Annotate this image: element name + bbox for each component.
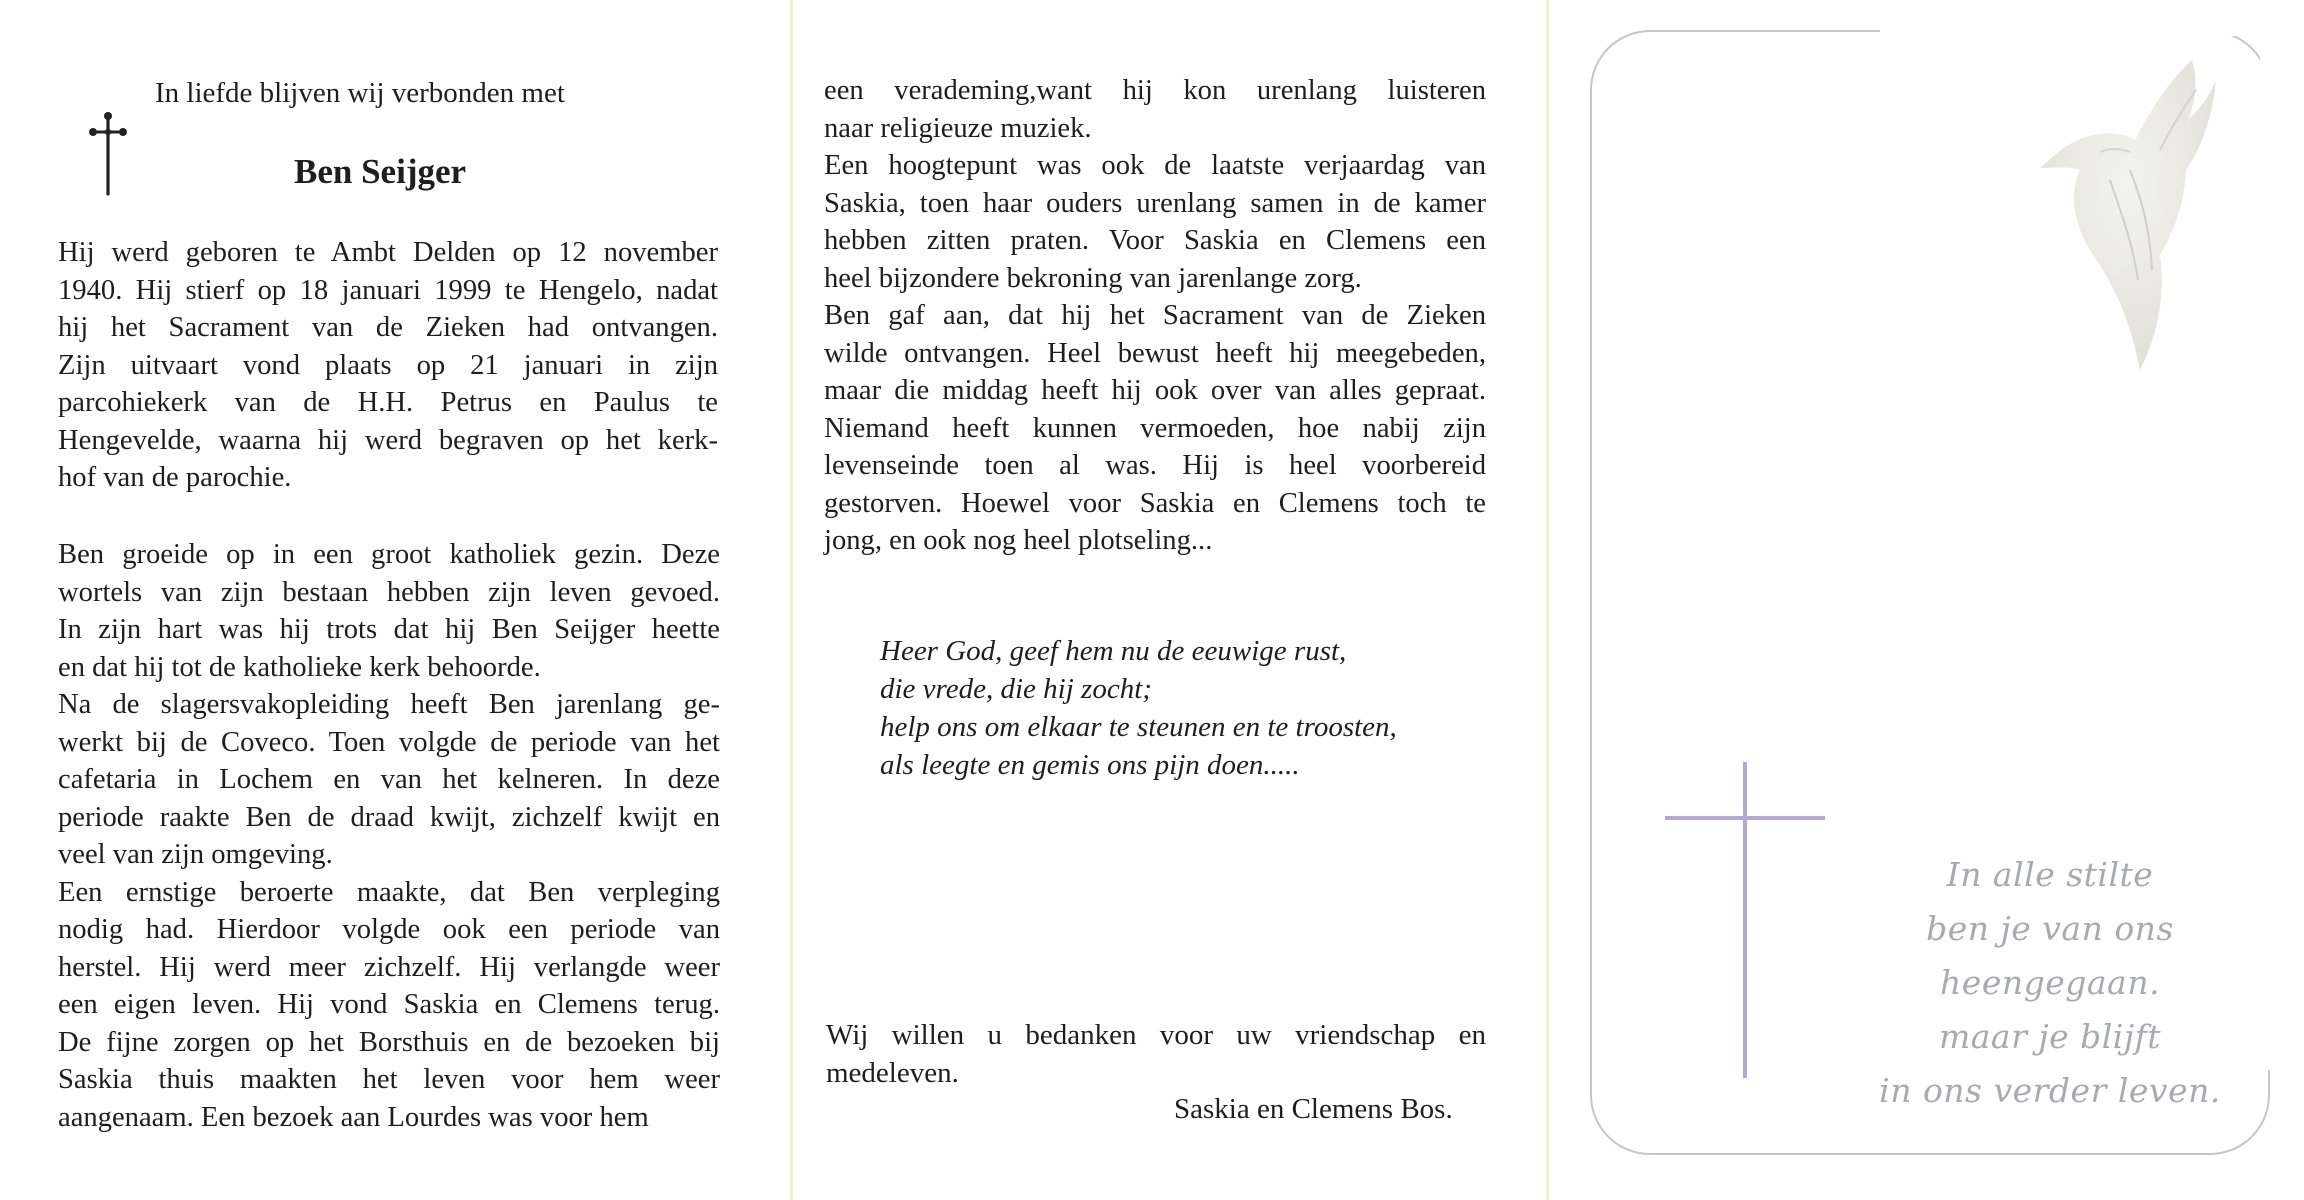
text-line: Ben groeide op in een groot katholiek gezin. Deze: [58, 539, 720, 570]
text-line: In zijn hart was hij trots dat hij Ben Seijger heette: [58, 614, 720, 645]
text-line: Saskia, toen haar ouders urenlang samen in de kamer: [824, 187, 1486, 219]
text-line: heel bijzondere bekroning van jarenlange zorg.: [824, 262, 1362, 294]
text-line: veel van zijn omgeving.: [58, 839, 333, 870]
text-line: een eigen leven. Hij vond Saskia en Clemens terug.: [58, 989, 720, 1020]
biography-paragraph-3: [824, 72, 1486, 560]
text-line: nodig had. Hierdoor volgde ook een periode van: [58, 914, 720, 945]
cross-icon: [1665, 760, 1825, 1080]
left-panel: [0, 0, 800, 1200]
text-line: die vrede, die hij zocht;: [880, 673, 1152, 705]
text-line: maar die middag heeft hij ook over van alles gepraat.: [824, 375, 1486, 406]
biography-paragraph-2: [58, 536, 720, 1136]
text-line: jong, en ook nog heel plotseling...: [824, 525, 1213, 556]
text-line: Ben gaf aan, dat hij het Sacrament van de Zieken: [824, 300, 1486, 331]
text-line: Hij werd geboren te Ambt Delden op 12 november: [58, 237, 718, 268]
text-line: medeleven.: [826, 1057, 959, 1089]
card-frame-gap-top: [1880, 20, 2300, 36]
text-line: ben je van ons heengegaan.: [1926, 909, 2174, 1002]
text-line: een verademing,want hij kon urenlang luisteren: [824, 75, 1486, 106]
text-line: Hengevelde, waarna hij werd begraven op het kerk-: [58, 424, 718, 456]
text-line: Een hoogtepunt was ook de laatste verjaardag van: [824, 150, 1486, 181]
text-line: levenseinde toen al was. Hij is heel voorbereid: [824, 450, 1486, 481]
text-line: Wij willen u bedanken voor uw vriendschap en: [826, 1019, 1486, 1051]
text-line: wortels van zijn bestaan hebben zijn leven gevoed.: [58, 576, 720, 608]
text-line: Zijn uitvaart vond plaats op 21 januari in zijn: [58, 349, 718, 381]
fold-line-right: [1546, 0, 1549, 1200]
text-line: en dat hij tot de katholieke kerk behoorde.: [58, 651, 541, 683]
ornate-cross-icon: [88, 110, 128, 196]
biography-paragraph-1: [58, 234, 718, 497]
text-line: periode raakte Ben de draad kwijt, zichzelf kwijt en: [58, 801, 720, 833]
text-line: In alle stilte: [1946, 855, 2154, 894]
text-line: aangenaam. Een bezoek aan Lourdes was voor hem: [58, 1101, 649, 1133]
text-line: herstel. Hij werd meer zichzelf. Hij verlangde weer: [58, 951, 720, 983]
text-line: Na de slagersvakopleiding heeft Ben jarenlang ge-: [58, 689, 720, 720]
memorial-verse: [1850, 848, 2250, 1118]
text-line: parcohiekerk van de H.H. Petrus en Paulus te: [58, 387, 718, 418]
text-line: help ons om elkaar te steunen en te troosten,: [880, 711, 1397, 743]
card-frame-gap-right: [2260, 20, 2276, 1070]
text-line: hij het Sacrament van de Zieken had ontvangen.: [58, 312, 718, 343]
text-line: hof van de parochie.: [58, 462, 292, 493]
intro-line: In liefde blijven wij verbonden met: [155, 77, 565, 109]
text-line: wilde ontvangen. Heel bewust heeft hij meegebeden,: [824, 337, 1486, 369]
text-line: werkt bij de Coveco. Toen volgde de periode van het: [58, 726, 720, 758]
text-line: Een ernstige beroerte maakte, dat Ben verpleging: [58, 876, 720, 908]
signature: Saskia en Clemens Bos.: [1174, 1093, 1453, 1125]
text-line: naar religieuze muziek.: [824, 112, 1092, 144]
text-line: De fijne zorgen op het Borsthuis en de bezoeken bij: [58, 1026, 720, 1058]
text-line: cafetaria in Lochem en van het kelneren. In deze: [58, 764, 720, 795]
prayer-poem: [880, 632, 1397, 784]
text-line: gestorven. Hoewel voor Saskia en Clemens toch te: [824, 487, 1486, 519]
text-line: Niemand heeft kunnen vermoeden, hoe nabij zijn: [824, 412, 1486, 444]
text-line: als leegte en gemis ons pijn doen.....: [880, 749, 1300, 781]
text-line: 1940. Hij stierf op 18 januari 1999 te Hengelo, nadat: [58, 274, 718, 306]
text-line: Saskia thuis maakten het leven voor hem weer: [58, 1064, 720, 1095]
deceased-name: Ben Seijger: [294, 152, 467, 191]
dove-icon: [1960, 40, 2220, 400]
text-line: maar je blijft: [1938, 1017, 2162, 1056]
text-line: hebben zitten praten. Voor Saskia en Clemens een: [824, 225, 1486, 256]
text-line: in ons verder leven.: [1879, 1071, 2221, 1110]
thanks-message: [826, 1016, 1486, 1092]
text-line: Heer God, geef hem nu de eeuwige rust,: [880, 635, 1347, 667]
